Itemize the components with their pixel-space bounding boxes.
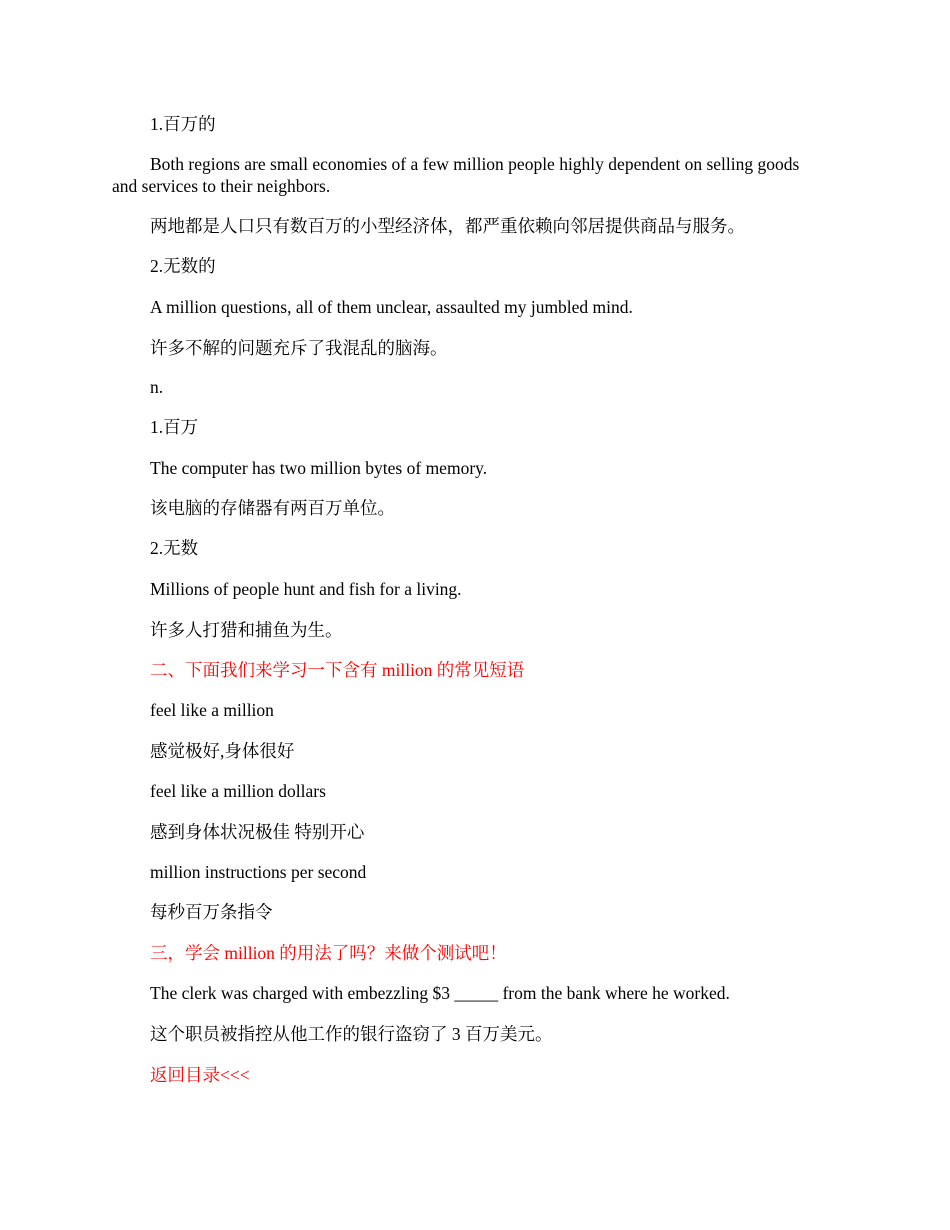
section-heading-phrases: 二、下面我们来学习一下含有 million 的常见短语 [150,660,525,680]
example-en-3: The computer has two million bytes of memory. [150,458,488,478]
example-zh-1: 两地都是人口只有数百万的小型经济体，都严重依赖向邻居提供商品与服务。 [150,216,745,236]
example-zh-2: 许多不解的问题充斥了我混乱的脑海。 [150,338,448,358]
phrase-zh-2: 感到身体状况极佳 特别开心 [150,822,365,842]
sense-adj-2: 2.无数的 [150,256,216,276]
phrase-en-3: million instructions per second [150,862,367,882]
phrase-zh-3: 每秒百万条指令 [150,902,273,922]
sense-noun-2: 2.无数 [150,538,199,558]
phrase-en-1: feel like a million [150,700,274,720]
example-zh-4: 许多人打猎和捕鱼为生。 [150,620,343,640]
phrase-en-2: feel like a million dollars [150,781,326,801]
example-zh-3: 该电脑的存储器有两百万单位。 [150,498,395,518]
sense-adj-1: 1.百万的 [150,114,216,134]
example-en-2: A million questions, all of them unclear, assaulted my jumbled mind. [150,297,633,317]
example-en-1: Both regions are small economies of a few million people highly dependent on selling goods and services to their neighbors. [112,154,800,196]
example-en-4: Millions of people hunt and fish for a living. [150,579,462,599]
section-heading-quiz: 三，学会 million 的用法了吗？来做个测试吧！ [150,943,507,963]
phrase-zh-1: 感觉极好,身体很好 [150,741,295,761]
quiz-question: The clerk was charged with embezzling $3 _____ from the bank where he worked. [150,983,730,1003]
pos-noun: n. [150,377,164,397]
quiz-translation: 这个职员被指控从他工作的银行盗窃了 3 百万美元。 [150,1024,553,1044]
back-to-contents-link[interactable]: 返回目录<<< [150,1065,250,1085]
sense-noun-1: 1.百万 [150,417,199,437]
